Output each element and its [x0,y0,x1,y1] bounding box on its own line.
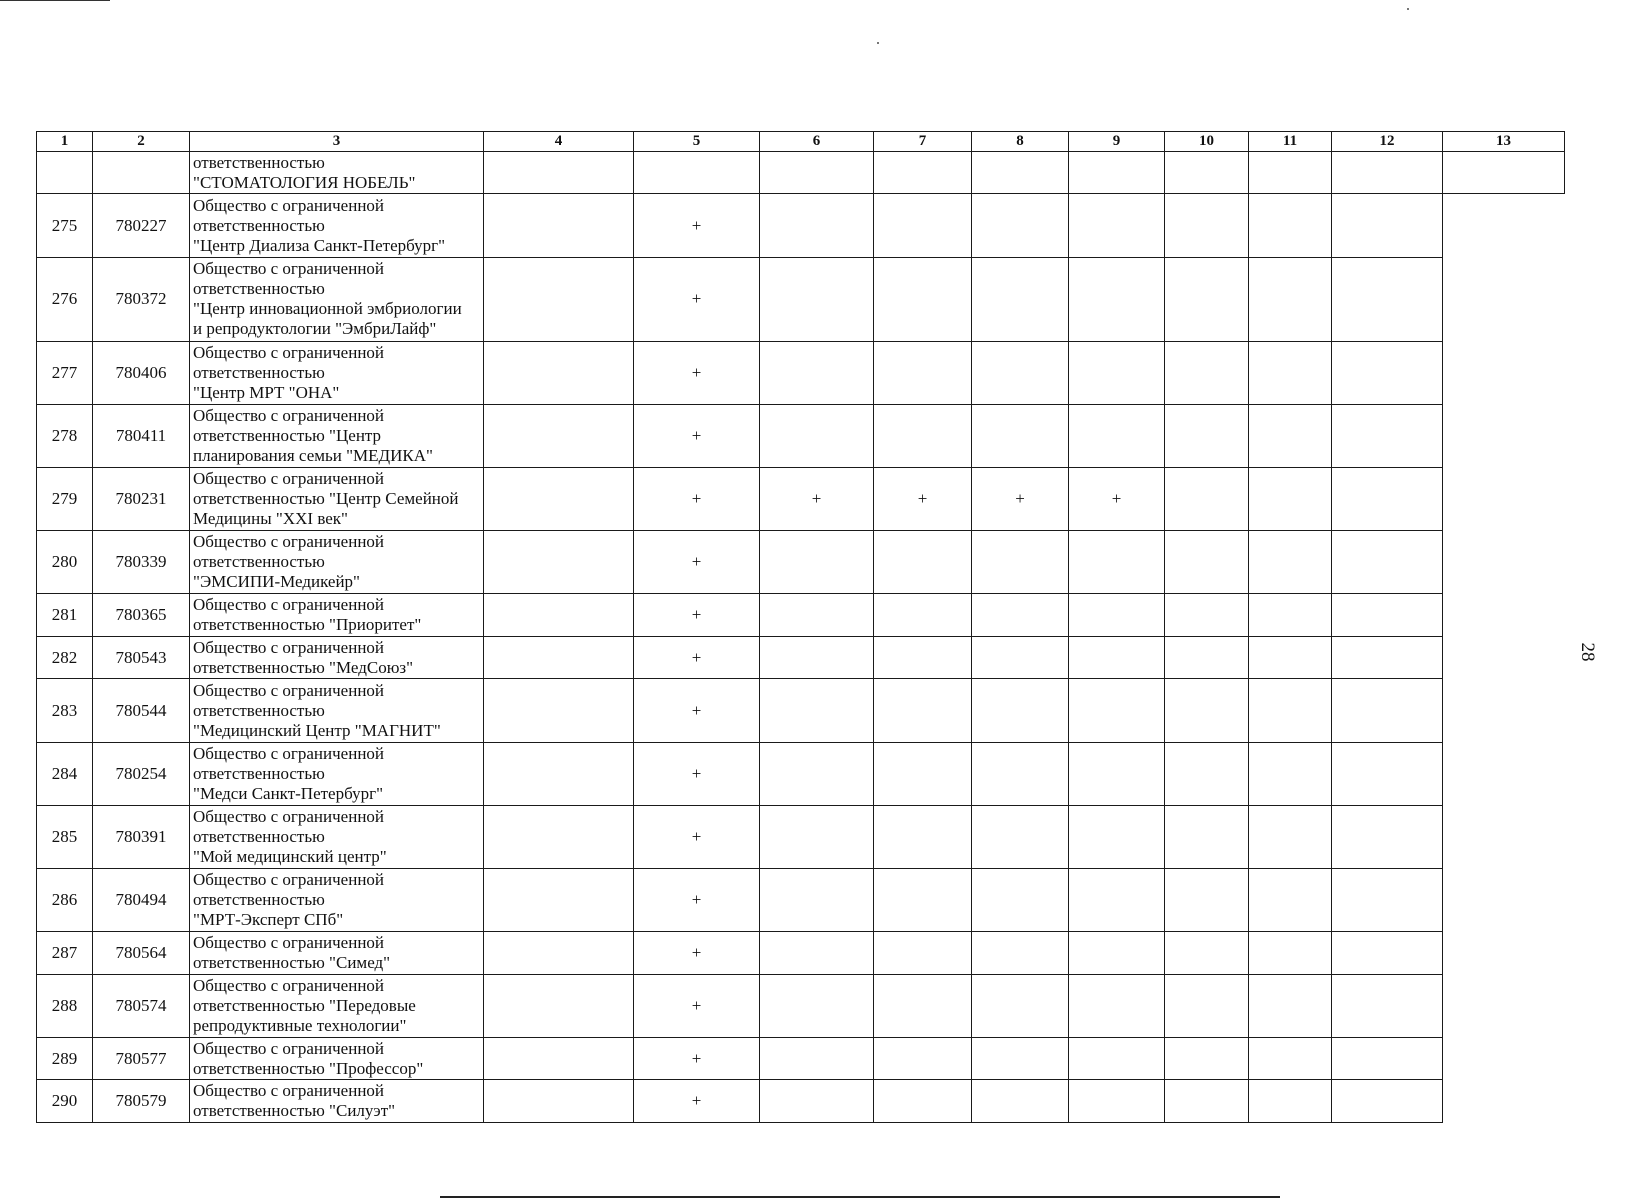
cell-mark [1165,974,1249,1037]
column-number-header [37,132,1565,152]
cell-mark [874,869,972,932]
cell-mark [1332,404,1443,467]
cell-mark [1332,679,1443,742]
cell-mark [1332,152,1443,194]
cell-mark: + [634,594,760,636]
table-row [37,257,1565,341]
cell-mark [1249,805,1332,868]
cell-mark: + [634,531,760,594]
cell-mark [760,679,874,742]
cell-mark [1332,531,1443,594]
cell-mark [1249,341,1332,404]
cell-mark [484,404,634,467]
cell-mark [972,257,1069,341]
name-line: и репродуктологии "ЭмбриЛайф" [193,319,437,339]
cell-mark: + [874,468,972,531]
column-header: 2 [93,132,190,152]
cell-num: 280 [37,531,93,594]
name-line: ответственностью [193,890,325,910]
cell-mark [760,1080,874,1123]
cell-name [190,152,484,194]
name-line: Общество с ограниченной [193,806,385,826]
table-row [37,805,1565,868]
cell-name [190,1080,484,1123]
cell-mark [760,1037,874,1079]
cell-code: 780494 [93,869,190,932]
cell-code: 780339 [93,531,190,594]
cell-num: 287 [37,932,93,974]
cell-mark [484,805,634,868]
cell-mark: + [760,468,874,531]
name-line: планирования семьи "МЕДИКА" [193,445,433,465]
bottom-edge-rule [440,1196,1280,1198]
cell-mark [484,974,634,1037]
cell-mark [1069,194,1165,257]
cell-mark [874,742,972,805]
register-table [36,131,1565,1123]
cell-mark: + [634,1037,760,1079]
table-row [37,1037,1565,1079]
cell-mark [1069,152,1165,194]
cell-num: 278 [37,404,93,467]
cell-mark [1165,152,1249,194]
cell-mark [1332,257,1443,341]
cell-mark: + [1069,468,1165,531]
cell-mark [1069,932,1165,974]
cell-mark [1249,531,1332,594]
name-line: ответственностью "Центр [193,425,382,445]
cell-num: 284 [37,742,93,805]
cell-mark [484,257,634,341]
cell-mark [1249,679,1332,742]
cell-mark [484,194,634,257]
cell-name [190,679,484,742]
name-line: "ЭМСИПИ-Медикейр" [193,572,360,592]
cell-mark: + [634,194,760,257]
cell-name [190,636,484,678]
cell-mark [760,974,874,1037]
cell-mark [972,932,1069,974]
cell-mark [972,341,1069,404]
cell-code: 780411 [93,404,190,467]
name-line: репродуктивные технологии" [193,1015,407,1035]
cell-mark [972,742,1069,805]
name-line: Общество с ограниченной [193,405,385,425]
cell-mark [1165,594,1249,636]
cell-code: 780544 [93,679,190,742]
page-number: 28 [1577,642,1598,662]
name-line: ответственностью [193,763,325,783]
cell-code: 780406 [93,341,190,404]
cell-code: 780231 [93,468,190,531]
cell-mark [1069,679,1165,742]
cell-mark [874,404,972,467]
cell-mark: + [972,468,1069,531]
scan-speck [877,42,879,44]
cell-code [93,152,190,194]
cell-mark [484,594,634,636]
name-line: ответственностью "Центр Семейной [193,489,459,509]
cell-mark [760,869,874,932]
cell-name [190,341,484,404]
cell-num: 279 [37,468,93,531]
name-line: ответственностью [193,826,325,846]
column-header: 5 [634,132,760,152]
table-row [37,869,1565,932]
cell-mark [874,594,972,636]
cell-mark [760,531,874,594]
cell-mark: + [634,468,760,531]
name-line: ответственностью "МедСоюз" [193,657,414,677]
cell-mark [1249,257,1332,341]
cell-mark [874,636,972,678]
name-line: ответственностью [193,700,325,720]
column-header: 12 [1332,132,1443,152]
cell-mark: + [634,679,760,742]
name-line: ответственностью "Профессор" [193,1058,424,1078]
cell-mark [1069,341,1165,404]
cell-mark [1249,974,1332,1037]
cell-mark [760,932,874,974]
cell-mark [1069,869,1165,932]
cell-num: 285 [37,805,93,868]
cell-num: 288 [37,974,93,1037]
name-line: "Центр МРТ "ОНА" [193,382,340,402]
cell-mark [972,152,1069,194]
name-line: ответственностью "Приоритет" [193,615,422,635]
cell-mark: + [634,1080,760,1123]
cell-name [190,974,484,1037]
cell-mark [760,636,874,678]
name-line: Общество с ограниченной [193,195,385,215]
cell-name [190,869,484,932]
cell-code: 780254 [93,742,190,805]
cell-mark [1249,194,1332,257]
cell-mark [1332,194,1443,257]
cell-mark [760,152,874,194]
cell-mark [1165,805,1249,868]
column-header: 6 [760,132,874,152]
cell-mark [1332,341,1443,404]
cell-num: 281 [37,594,93,636]
table-row [37,594,1565,636]
cell-num: 289 [37,1037,93,1079]
cell-code: 780574 [93,974,190,1037]
cell-name [190,257,484,341]
cell-mark [874,1037,972,1079]
cell-mark [874,679,972,742]
cell-mark [1332,468,1443,531]
cell-mark [1165,679,1249,742]
scan-speck [1407,8,1409,10]
name-line: Общество с ограниченной [193,342,385,362]
cell-mark [1165,194,1249,257]
name-line: ответственностью "Силуэт" [193,1101,396,1121]
table-row [37,636,1565,678]
cell-mark [1249,1080,1332,1123]
cell-mark [874,1080,972,1123]
cell-mark [484,1080,634,1123]
cell-mark [760,257,874,341]
name-line: Общество с ограниченной [193,1038,385,1058]
cell-mark [760,594,874,636]
name-line: "Медицинский Центр "МАГНИТ" [193,720,441,740]
cell-name [190,404,484,467]
cell-mark [1069,257,1165,341]
table-row [37,742,1565,805]
cell-num: 290 [37,1080,93,1123]
cell-num: 282 [37,636,93,678]
cell-code: 780564 [93,932,190,974]
name-line: "МРТ-Эксперт СПб" [193,910,344,930]
cell-mark [1249,404,1332,467]
cell-mark: + [634,805,760,868]
table-row [37,679,1565,742]
cell-code: 780577 [93,1037,190,1079]
cell-code: 780227 [93,194,190,257]
cell-mark [1069,742,1165,805]
cell-name [190,1037,484,1079]
cell-mark [1249,742,1332,805]
name-line: Общество с ограниченной [193,259,385,279]
column-header: 4 [484,132,634,152]
cell-mark [484,679,634,742]
cell-mark [484,742,634,805]
cell-mark [1165,404,1249,467]
cell-mark [484,636,634,678]
cell-code: 780372 [93,257,190,341]
name-line: ответственностью [193,279,325,299]
column-header: 10 [1165,132,1249,152]
cell-mark: + [634,869,760,932]
cell-mark [1069,1080,1165,1123]
cell-mark [484,152,634,194]
name-line: Общество с ограниченной [193,1081,385,1101]
cell-mark [874,257,972,341]
table-row [37,404,1565,467]
name-line: Общество с ограниченной [193,743,385,763]
cell-mark [874,341,972,404]
table-row [37,1080,1565,1123]
cell-mark: + [634,974,760,1037]
column-header: 8 [972,132,1069,152]
name-line: Общество с ограниченной [193,870,385,890]
cell-mark [1249,1037,1332,1079]
cell-mark [1332,805,1443,868]
cell-mark [1332,1037,1443,1079]
cell-num: 275 [37,194,93,257]
cell-mark [1332,742,1443,805]
cell-code: 780579 [93,1080,190,1123]
cell-mark [1249,594,1332,636]
name-line: "СТОМАТОЛОГИЯ НОБЕЛЬ" [193,172,416,192]
cell-mark [1165,531,1249,594]
cell-mark [1249,869,1332,932]
name-line: Медицины "XXI век" [193,509,349,529]
cell-mark [972,805,1069,868]
cell-mark [484,1037,634,1079]
cell-mark [484,468,634,531]
cell-mark [1332,932,1443,974]
cell-code: 780365 [93,594,190,636]
cell-mark [760,194,874,257]
name-line: "Центр инновационной эмбриологии [193,299,462,319]
cell-mark [1249,152,1332,194]
column-header: 1 [37,132,93,152]
cell-mark [1332,1080,1443,1123]
name-line: ответственностью [193,552,325,572]
cell-name [190,468,484,531]
cell-name [190,531,484,594]
cell-mark [972,679,1069,742]
cell-mark [484,341,634,404]
cell-mark [874,805,972,868]
cell-mark [760,805,874,868]
name-line: Общество с ограниченной [193,975,385,995]
cell-mark [1165,932,1249,974]
cell-mark [1249,636,1332,678]
name-line: Общество с ограниченной [193,637,385,657]
cell-mark [972,194,1069,257]
name-line: ответственностью "Симед" [193,952,391,972]
column-header: 7 [874,132,972,152]
cell-mark [1069,1037,1165,1079]
name-line: Общество с ограниченной [193,595,385,615]
cell-mark: + [634,257,760,341]
table-body [37,152,1565,1123]
cell-mark [1069,974,1165,1037]
cell-mark [1069,636,1165,678]
cell-mark: + [634,636,760,678]
cell-mark: + [634,341,760,404]
name-line: "Центр Диализа Санкт-Петербург" [193,235,446,255]
cell-num: 286 [37,869,93,932]
cell-mark [874,194,972,257]
column-header: 9 [1069,132,1165,152]
table-row [37,468,1565,531]
cell-mark [1332,594,1443,636]
cell-mark [484,531,634,594]
cell-mark: + [634,932,760,974]
table-row [37,932,1565,974]
name-line: ответственностью [193,215,325,235]
cell-mark [1165,1080,1249,1123]
cell-mark [874,152,972,194]
cell-mark [1332,869,1443,932]
cell-mark [760,742,874,805]
name-line: Общество с ограниченной [193,532,385,552]
name-line: Общество с ограниченной [193,469,385,489]
cell-mark [972,594,1069,636]
cell-mark [1332,636,1443,678]
name-line: Общество с ограниченной [193,932,385,952]
cell-mark [484,932,634,974]
cell-mark: + [634,404,760,467]
cell-name [190,742,484,805]
cell-mark [1165,636,1249,678]
cell-mark [1249,468,1332,531]
cell-mark [1165,1037,1249,1079]
cell-code: 780391 [93,805,190,868]
table-row [37,194,1565,257]
cell-mark [1069,531,1165,594]
continuation-row [37,152,1565,194]
cell-mark [1069,404,1165,467]
column-header: 13 [1443,132,1565,152]
cell-mark [1165,257,1249,341]
cell-mark [1332,974,1443,1037]
cell-mark [972,636,1069,678]
name-line: "Медси Санкт-Петербург" [193,783,384,803]
table-row [37,974,1565,1037]
cell-name [190,932,484,974]
cell-mark [1069,805,1165,868]
cell-mark [1165,341,1249,404]
name-line: ответственностью [193,152,325,172]
name-line: "Мой медицинский центр" [193,846,387,866]
cell-num: 283 [37,679,93,742]
cell-num: 276 [37,257,93,341]
cell-name [190,194,484,257]
table-row [37,341,1565,404]
cell-name [190,594,484,636]
column-header: 3 [190,132,484,152]
cell-mark: + [634,742,760,805]
cell-mark [874,531,972,594]
cell-mark [874,974,972,1037]
cell-mark [972,404,1069,467]
cell-mark [972,1080,1069,1123]
table-row [37,531,1565,594]
cell-mark [972,1037,1069,1079]
name-line: ответственностью [193,362,325,382]
cell-num: 277 [37,341,93,404]
cell-mark [1069,594,1165,636]
column-header: 11 [1249,132,1332,152]
cell-mark [972,974,1069,1037]
cell-code: 780543 [93,636,190,678]
cell-mark [874,932,972,974]
cell-num [37,152,93,194]
cell-mark [760,341,874,404]
cell-mark [1165,869,1249,932]
cell-mark [1249,932,1332,974]
cell-mark [972,531,1069,594]
cell-mark [760,404,874,467]
name-line: Общество с ограниченной [193,680,385,700]
cell-name [190,805,484,868]
cell-mark [634,152,760,194]
cell-mark [1443,152,1565,194]
cell-mark [1165,468,1249,531]
cell-mark [972,869,1069,932]
cell-mark [1165,742,1249,805]
name-line: ответственностью "Передовые [193,995,416,1015]
cell-mark [484,869,634,932]
top-edge-rule [0,0,110,1]
